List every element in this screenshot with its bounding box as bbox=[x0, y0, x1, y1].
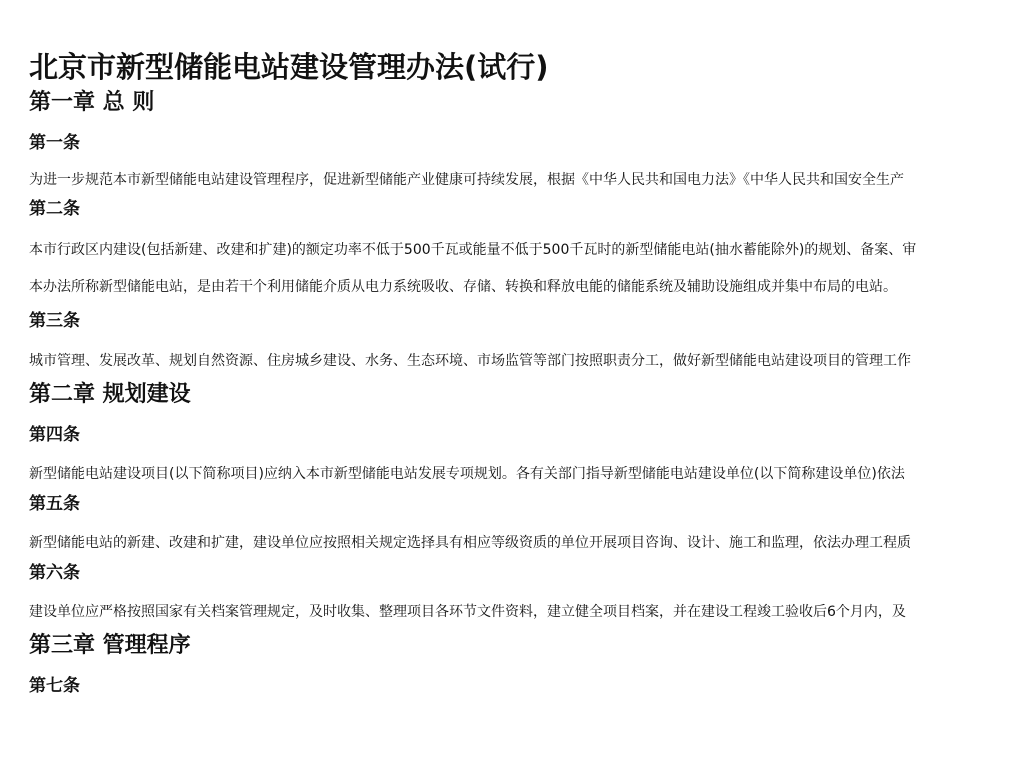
article-title: 第二条 bbox=[29, 199, 80, 219]
article-paragraph: 为进一步规范本市新型储能电站建设管理程序，促进新型储能产业健康可持续发展，根据《中华人民共和国电力法》《中华人民共和国安全生产 bbox=[29, 172, 904, 188]
chapter-title: 第一章 总 则 bbox=[29, 90, 155, 115]
article-paragraph: 新型储能电站的新建、改建和扩建，建设单位应按照相关规定选择具有相应等级资质的单位开展项目咨询、设计、施工和监理，依法办理工程质 bbox=[29, 535, 911, 551]
article-paragraph: 建设单位应严格按照国家有关档案管理规定，及时收集、整理项目各环节文件资料，建立健全项目档案，并在建设工程竣工验收后6个月内，及 bbox=[29, 604, 906, 620]
article-title: 第五条 bbox=[29, 494, 80, 514]
chapter-title: 第三章 管理程序 bbox=[29, 633, 191, 658]
document-body bbox=[29, 0, 1024, 698]
article-title: 第三条 bbox=[29, 311, 80, 331]
document-title: 北京市新型储能电站建设管理办法(试行) bbox=[29, 50, 549, 84]
article-paragraph: 新型储能电站建设项目(以下简称项目)应纳入本市新型储能电站发展专项规划。各有关部门指导新型储能电站建设单位(以下简称建设单位)依法 bbox=[29, 466, 905, 482]
article-paragraph: 城市管理、发展改革、规划自然资源、住房城乡建设、水务、生态环境、市场监管等部门按照职责分工，做好新型储能电站建设项目的管理工作 bbox=[29, 353, 911, 369]
article-paragraph: 本办法所称新型储能电站，是由若干个利用储能介质从电力系统吸收、存储、转换和释放电能的储能系统及辅助设施组成并集中布局的电站。 bbox=[29, 279, 897, 295]
article-title: 第六条 bbox=[29, 563, 80, 583]
article-title: 第四条 bbox=[29, 425, 80, 445]
article-paragraph: 本市行政区内建设(包括新建、改建和扩建)的额定功率不低于500千瓦或能量不低于500千瓦时的新型储能电站(抽水蓄能除外)的规划、备案、审 bbox=[29, 242, 917, 258]
chapter-title: 第二章 规划建设 bbox=[29, 382, 191, 407]
article-title: 第七条 bbox=[29, 676, 80, 696]
article-title: 第一条 bbox=[29, 133, 80, 153]
